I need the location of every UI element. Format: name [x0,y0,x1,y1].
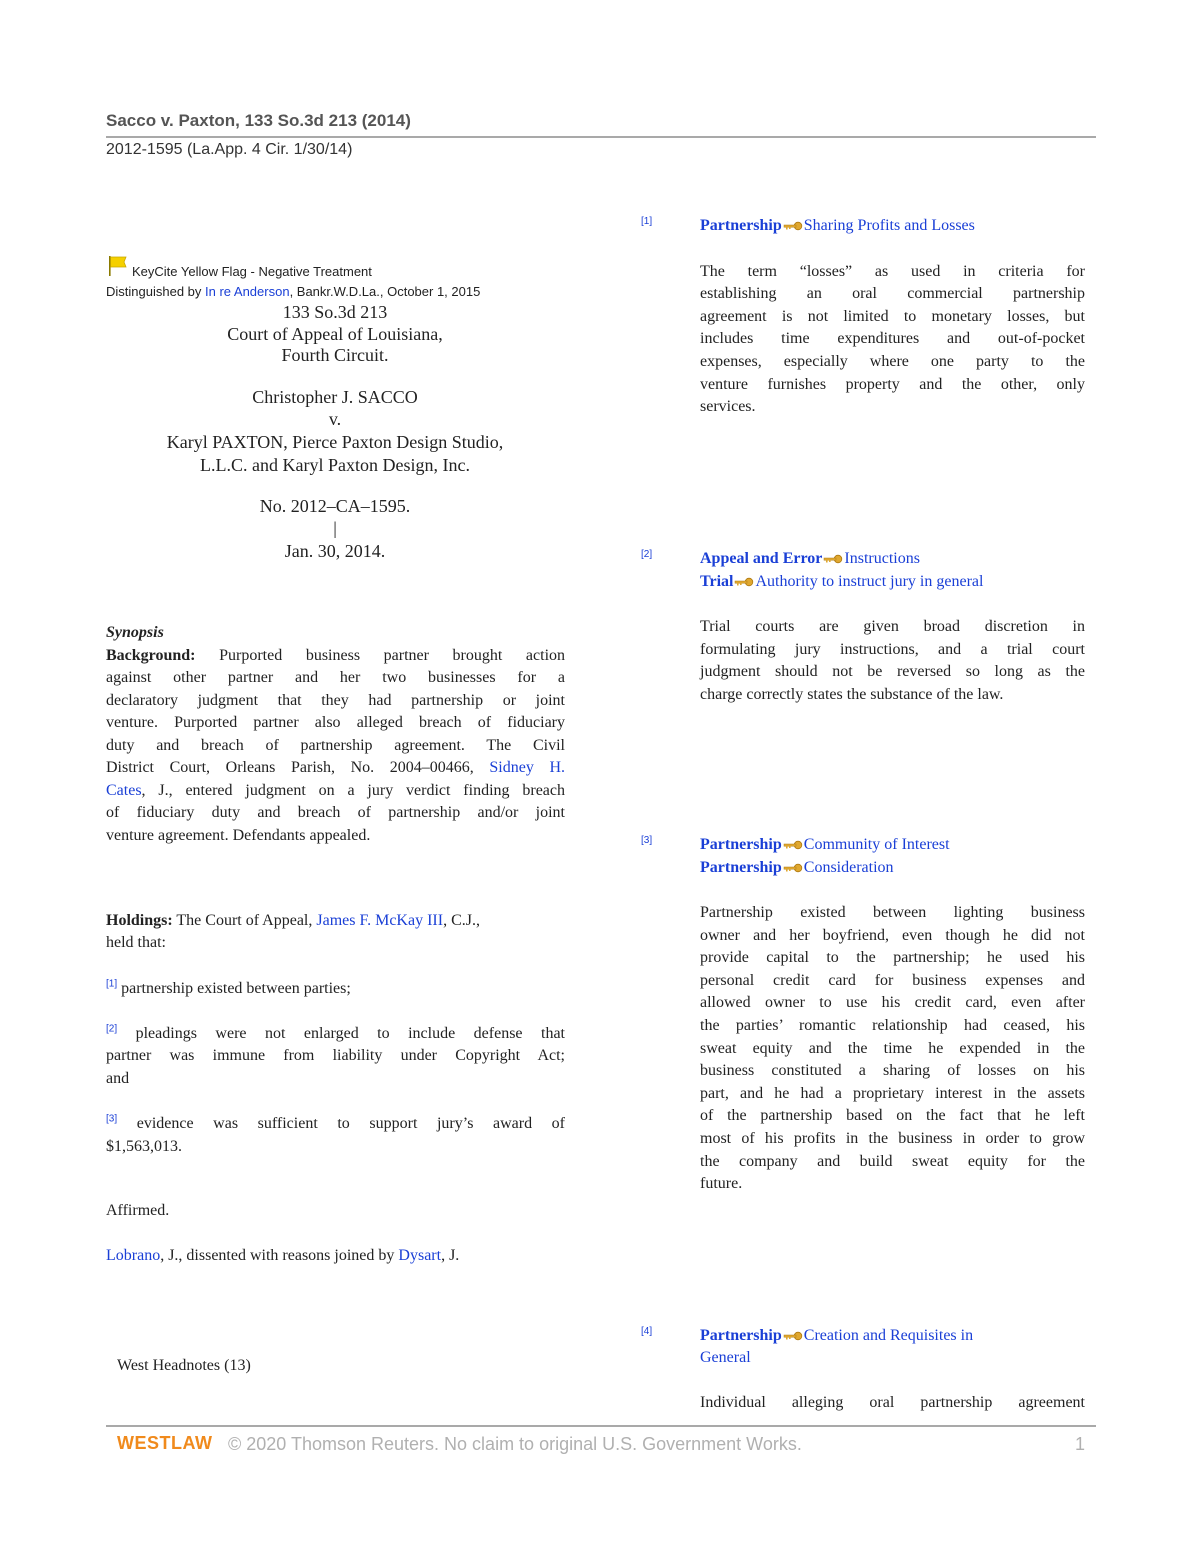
headnote-subtopic-link[interactable]: Instructions [844,550,920,567]
court-name: Court of Appeal of Louisiana, [227,324,443,344]
page-number: 1 [1075,1434,1086,1454]
citation: 133 So.3d 213 [282,302,388,322]
judge-mckay-link[interactable]: James F. McKay III [316,912,444,929]
key-number-icon [823,554,843,564]
holding-text: evidence was sufficient to support jury’s award of [136,1115,566,1132]
headnote-text: the company and build sweat equity for the [700,1152,1085,1170]
headnote-text: Individual alleging oral partnership agreement [700,1394,1085,1411]
judge-lobrano-link[interactable]: Lobrano [106,1247,161,1264]
headnote-subtopic-link[interactable]: Creation and Requisites in [803,1327,974,1344]
dissent-text: , J. [441,1247,460,1264]
headnote-text: establishing an oral commercial partnership [700,285,1085,303]
headnote-topic-link[interactable]: Partnership [700,217,782,234]
headnote-text: of the partnership based on the fact that he left [700,1107,1085,1125]
key-number-icon [783,1331,803,1341]
holding-text: and [106,1070,130,1087]
headnote-topic-link[interactable]: Partnership [700,1327,782,1344]
judge-dysart-link[interactable]: Dysart [398,1247,442,1264]
distinguished-prefix: Distinguished by [106,284,205,299]
judge-cates-link[interactable]: Cates [106,782,142,799]
headnote-topic[interactable] [700,548,1085,570]
background-text: District Court, Orleans Parish, No. 2004–00466, [106,759,474,776]
headnote-text: personal credit card for business expenses and [700,971,1085,989]
background-line: against other partner and her two businesses for a [106,669,565,686]
key-number-icon [783,863,803,873]
headnote-number[interactable]: [2] [641,549,653,560]
headnote-text: Partnership existed between lighting business [700,904,1085,921]
headnote-text: part, and he had a proprietary interest in the assets [700,1084,1085,1102]
key-number-icon [783,840,803,850]
caption-separator: | [333,518,337,538]
holding-2-link[interactable]: [2] [106,1023,118,1035]
copyright-text: © 2020 Thomson Reuters. No claim to original U.S. Government Works. [228,1434,802,1454]
holdings-text: , C.J., [443,912,480,929]
holding-text: pleadings were not enlarged to include defense that [135,1025,566,1042]
background-text: Purported business partner brought action [219,647,566,664]
dissent-text: , J., dissented with reasons joined by [160,1247,395,1264]
headnote-text: The term “losses” as used in criteria for [700,262,1085,280]
key-number-icon [734,577,754,587]
plaintiff: Christopher J. SACCO [252,387,418,407]
judge-cates-link[interactable]: Sidney H. [489,759,566,776]
headnote-topic[interactable] [700,834,1085,856]
holding-text: partnership existed between parties; [121,980,351,997]
headnote-topic-link[interactable]: Partnership [700,836,782,853]
footer-divider [106,1425,1096,1427]
background-line: declaratory judgment that they had partnership or joint [106,692,565,709]
disposition: Affirmed. [106,1202,170,1219]
holding-text: $1,563,013. [106,1138,182,1155]
holdings-line [106,910,565,933]
holding-1 [106,978,565,1001]
keycite-yellow-flag-icon[interactable] [107,255,129,277]
west-headnotes-heading: West Headnotes (13) [117,1357,251,1374]
synopsis-heading: Synopsis [106,624,164,641]
background-line: of fiduciary duty and breach of partnership and/or joint [106,804,565,821]
headnote-text: owner and her boyfriend, even though he did not [700,926,1085,944]
headnote-topic-link[interactable]: Appeal and Error [700,550,823,567]
headnote-text: sweat equity and the time he expended in the [700,1039,1085,1057]
document-subtitle: 2012-1595 (La.App. 4 Cir. 1/30/14) [106,141,353,158]
headnote-number[interactable]: [1] [641,216,653,227]
distinguished-suffix: , Bankr.W.D.La., October 1, 2015 [289,284,481,299]
headnote-topic[interactable] [700,215,1085,237]
holdings-line: held that: [106,934,166,951]
headnote-text: expenses, especially where one party to the [700,352,1085,370]
headnote-text: provide capital to the partnership; he used his [700,949,1085,967]
key-number-icon [783,221,803,231]
holdings-label: Holdings: [106,912,173,929]
headnote-number[interactable]: [3] [641,835,653,846]
headnote-text: future. [700,1175,743,1193]
document-title: Sacco v. Paxton, 133 So.3d 213 (2014) [106,111,411,130]
headnote-text: the parties’ romantic relationship had ceased, his [700,1017,1085,1034]
holding-text: partner was immune from liability under Copyright Act; [106,1047,565,1064]
headnote-text: Trial courts are given broad discretion in [700,618,1085,635]
keycite-distinguished [106,284,480,299]
background-line: duty and breach of partnership agreement. The Civil [106,737,565,754]
defendant-line2: L.L.C. and Karyl Paxton Design, Inc. [200,455,470,475]
decision-date: Jan. 30, 2014. [284,541,386,561]
headnote-topic-link[interactable]: Partnership [700,858,782,876]
headnote-text: formulating jury instructions, and a trial court [700,640,1085,658]
holding-3 [106,1113,565,1136]
headnote-text: services. [700,398,756,416]
court-circuit: Fourth Circuit. [281,345,389,365]
holdings-text: The Court of Appeal, [176,912,313,929]
headnote-text: agreement is not limited to monetary losses, but [700,307,1085,325]
holding-2 [106,1023,565,1046]
headnote-text: allowed owner to use his credit card, even after [700,994,1085,1012]
background-line [106,645,565,668]
headnote-topic[interactable] [700,857,1085,879]
keycite-label: KeyCite Yellow Flag - Negative Treatment [132,264,372,279]
headnote-number[interactable]: [4] [641,1326,653,1337]
dissent-line [106,1245,565,1268]
headnote-subtopic-link[interactable]: Authority to instruct jury in general [755,572,984,590]
docket-number: No. 2012–CA–1595. [259,496,411,516]
holding-3-link[interactable]: [3] [106,1113,118,1125]
headnote-text: charge correctly states the substance of the law. [700,685,1004,703]
background-line [106,757,565,780]
headnote-subtopic-link[interactable]: General [700,1349,751,1366]
in-re-anderson-link[interactable]: In re Anderson [205,284,290,299]
headnote-topic[interactable] [700,571,1085,593]
headnote-text: business constituted a sharing of losses on his [700,1062,1085,1080]
headnote-text: judgment should not be reversed so long as the [700,663,1085,681]
headnote-text: includes time expenditures and out-of-pocket [700,330,1085,348]
holding-1-link[interactable]: [1] [106,978,118,990]
versus: v. [328,409,342,429]
background-text: , J., entered judgment on a jury verdict finding breach [141,782,565,799]
background-line: venture agreement. Defendants appealed. [106,827,371,844]
background-line [106,780,565,803]
headnote-subtopic-link[interactable]: Sharing Profits and Losses [803,217,975,234]
headnote-text: venture furnishes property and the other, only [700,375,1085,393]
header-divider [106,136,1096,138]
background-label: Background: [106,647,196,664]
headnote-subtopic-link[interactable]: Community of Interest [803,836,950,853]
defendant-line1: Karyl PAXTON, Pierce Paxton Design Studio, [166,432,504,452]
headnote-topic[interactable] [700,1325,1085,1369]
westlaw-logo: WESTLAW [117,1433,213,1453]
background-line: venture. Purported partner also alleged breach of fiduciary [106,714,565,731]
headnote-topic-link[interactable]: Trial [700,572,734,590]
headnote-subtopic-link[interactable]: Consideration [803,858,894,876]
headnote-text: most of his profits in the business in order to grow [700,1130,1085,1147]
